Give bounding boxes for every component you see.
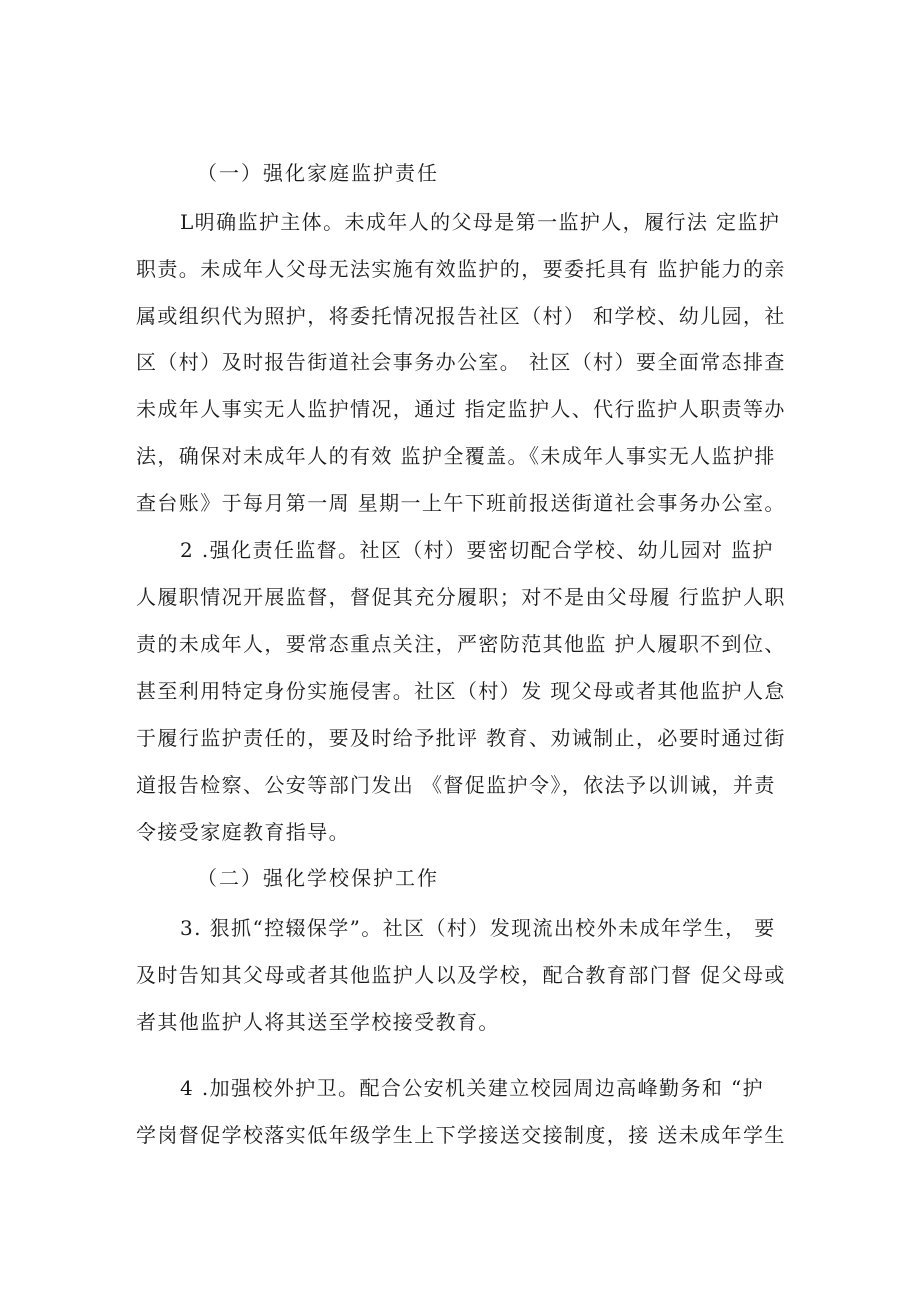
paragraph-2-line-5: 于履行监护责任的，要及时给予批评 教育、劝诫制止，必要时通过街	[136, 726, 786, 750]
paragraph-1-line-6: 法，确保对未成年人的有效 监护全覆盖。《未成年人事实无人监护排	[136, 444, 776, 468]
paragraph-1-line-7: 查台账》于每月第一周 星期一上午下班前报送街道社会事务办公室。	[136, 491, 786, 515]
paragraph-3-line-1: 3. 狠抓“控辍保学”。社区（村）发现流出校外未成年学生， 要	[180, 916, 776, 940]
paragraph-1-line-4: 区（村）及时报告街道社会事务办公室。 社区（村）要全面常态排查	[136, 350, 786, 374]
paragraph-3-line-2: 及时告知其父母或者其他监护人以及学校，配合教育部门督 促父母或	[136, 963, 786, 987]
paragraph-1-line-5: 未成年人事实无人监护情况，通过 指定监护人、代行监护人职责等办	[136, 397, 786, 421]
paragraph-4-line-2: 学岗督促学校落实低年级学生上下学接送交接制度，接 送未成年学生	[136, 1123, 786, 1147]
paragraph-1-line-3: 属或组织代为照护，将委托情况报告社区（村） 和学校、幼儿园，社	[136, 304, 786, 328]
paragraph-2-line-1: 2 .强化责任监督。社区（村）要密切配合学校、幼儿园对 监护	[180, 538, 774, 562]
paragraph-2-line-4: 甚至利用特定身份实施侵害。社区（村）发 现父母或者其他监护人怠	[136, 679, 786, 703]
section-heading-2: （二）强化学校保护工作	[197, 866, 439, 890]
paragraph-4-line-1: 4 .加强校外护卫。配合公安机关建立校园周边高峰勤务和 “护	[180, 1076, 765, 1100]
paragraph-2-line-2: 人履职情况开展监督，督促其充分履职；对不是由父母履 行监护人职	[136, 585, 786, 609]
paragraph-1-line-1: L明确监护主体。未成年人的父母是第一监护人，履行法 定监护	[180, 210, 781, 234]
paragraph-2-line-7: 令接受家庭教育指导。	[136, 820, 350, 844]
paragraph-2-line-3: 责的未成年人，要常态重点关注，严密防范其他监 护人履职不到位、	[136, 632, 786, 656]
paragraph-3-line-3: 者其他监护人将其送至学校接受教育。	[136, 1010, 500, 1034]
section-heading-1: （一）强化家庭监护责任	[197, 161, 439, 185]
paragraph-2-line-6: 道报告检察、公安等部门发出 《督促监护令》，依法予以训诫，并责	[136, 773, 776, 797]
paragraph-1-line-2: 职责。未成年人父母无法实施有效监护的，要委托具有 监护能力的亲	[136, 257, 786, 281]
